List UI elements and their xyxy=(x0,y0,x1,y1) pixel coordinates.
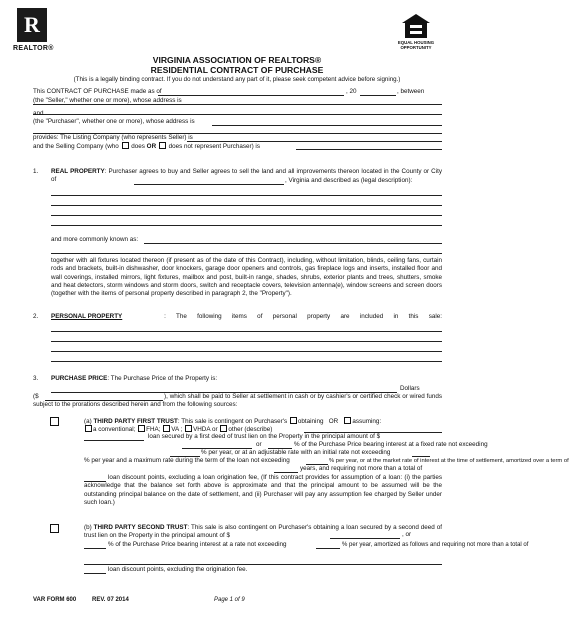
second-trust-principal-field[interactable] xyxy=(330,538,400,539)
conventional-checkbox[interactable] xyxy=(85,425,92,432)
other-label: other (describe) xyxy=(228,426,273,433)
and-label: and xyxy=(33,110,44,117)
section-3-heading: PURCHASE PRICE xyxy=(51,375,108,382)
first-trust-body-5: % per year, or at the market rate of interest at the time of settlement, amortized over a term of xyxy=(329,458,569,464)
assuming-label: assuming: xyxy=(352,418,382,425)
first-trust-body-1: loan secured by a first deed of trust lien on the Property in the principal amount of $ xyxy=(148,433,381,440)
county-city-field[interactable] xyxy=(134,184,284,185)
assuming-checkbox[interactable] xyxy=(344,417,351,424)
first-trust-label: (a) xyxy=(84,418,92,425)
seller-address-field[interactable] xyxy=(200,104,442,105)
does-checkbox[interactable] xyxy=(122,142,129,149)
va-label: VA ; xyxy=(171,426,183,433)
section-3-payment-text: ), which shall be paid to Seller at settlement in cash or by cashier's or certified check or wired funds subject to the prorations described herein and from the following sources: xyxy=(33,393,442,409)
does-not-checkbox[interactable] xyxy=(159,142,166,149)
vhda-checkbox[interactable] xyxy=(185,425,192,432)
legal-description-line-1[interactable] xyxy=(51,195,442,196)
term-years-field[interactable] xyxy=(274,472,298,473)
second-trust-body-3: % per year, amortized as follows and requiring not more than a total of xyxy=(342,542,529,548)
equal-housing-house-icon xyxy=(401,13,431,39)
first-trust-body-2: % of the Purchase Price bearing interest at a fixed rate not exceeding xyxy=(294,441,488,448)
legal-description-line-4[interactable] xyxy=(51,225,442,226)
section-1-intro: : Purchaser agrees to buy and Seller agrees to sell the land and all improvements thereon located in the County or City of xyxy=(51,168,443,184)
section-3-intro xyxy=(51,375,217,383)
second-trust-amortization-field[interactable] xyxy=(84,564,442,565)
other-checkbox[interactable] xyxy=(220,425,227,432)
first-trust-heading: THIRD PARTY FIRST TRUST xyxy=(93,418,178,425)
second-trust-or: , or xyxy=(402,531,412,538)
first-trust-checkbox[interactable] xyxy=(50,417,59,426)
known-as-field-2[interactable] xyxy=(51,253,442,254)
purchaser-address-label: (the "Purchaser", whether one or more), whose address is xyxy=(33,118,195,125)
listing-company-label: provides: The Listing Company (who represents Seller) is xyxy=(33,134,193,141)
realtor-wordmark: REALTOR® xyxy=(13,45,54,52)
fixtures-paragraph: together with all fixtures located thereon (if present as of the date of this Contract), including, without limitation, blinds, ceiling fans, curtain rods and brackets, built-in dishwasher, door knockers, garage door openers and controls, gas fireplace logs and inserts, installed floor and wall coverings, installed mirrors, light fixtures, mailbox and post, built-in range, shades, shrubs, exterior plants and trees, shutters, smoke and heat detectors, storm windows and storm doors, switch and receptacle covers, television antenna(e), window screens and screen doors (together with the items of personal property described in paragraph 2, the "Property"). xyxy=(51,257,442,298)
first-trust-body-3: % per year, or at an adjustable rate with an initial rate not exceeding xyxy=(201,449,391,456)
section-1-number: 1. xyxy=(33,168,39,175)
second-trust-points-field[interactable] xyxy=(84,573,106,574)
section-2-intro: : The following items of personal property are included in this sale: xyxy=(164,313,442,320)
or-assuming-or: OR xyxy=(328,418,339,425)
first-trust-or: or xyxy=(256,441,262,448)
form-title-line2: RESIDENTIAL CONTRACT OF PURCHASE xyxy=(150,65,324,75)
section-2-heading: PERSONAL PROPERTY xyxy=(51,313,123,320)
first-trust-body-7: loan discount points, excluding a loan origination fee, (If this contract provides for assumption of a loan: (i) the parties acknowledge that the balance set forth above is approximate and that the principal amount to be assumed will be the outstanding principal balance on the date of settlement, and (ii) Purchaser will pay any assumption fee charged by Seller under such loan.) xyxy=(84,474,442,506)
equal-housing-logo xyxy=(388,13,444,50)
legal-description-line-3[interactable] xyxy=(51,215,442,216)
selling-company-row xyxy=(33,142,260,151)
form-subtitle: (This is a legally binding contract. If you do not understand any part of it, please seek competent advice before signing.) xyxy=(73,76,401,83)
contract-date-label: This CONTRACT OF PURCHASE made as of xyxy=(33,88,162,95)
personal-property-line-1[interactable] xyxy=(51,331,442,332)
vhda-label: VHDA or xyxy=(193,426,218,433)
selling-company-prefix: and the Selling Company (who xyxy=(33,143,119,150)
first-trust-intro: : This sale is contingent on Purchaser's xyxy=(177,418,288,425)
personal-property-line-2[interactable] xyxy=(51,341,442,342)
legal-description-line-2[interactable] xyxy=(51,205,442,206)
seller-address-field-2[interactable] xyxy=(33,114,442,115)
second-trust-heading: THIRD PARTY SECOND TRUST xyxy=(93,524,188,531)
conventional-label: a conventional; xyxy=(93,426,136,433)
realtor-mark-icon xyxy=(17,8,47,42)
year-prefix: , 20 xyxy=(346,88,357,95)
contract-date-field[interactable] xyxy=(158,95,344,96)
obtaining-checkbox[interactable] xyxy=(290,417,297,424)
or-label: OR xyxy=(146,143,157,150)
second-trust-label: (b) xyxy=(84,524,92,531)
realtor-mark-letter: R xyxy=(24,12,40,37)
section-2-number: 2. xyxy=(33,313,39,320)
section-1-heading: REAL PROPERTY xyxy=(51,168,105,175)
seller-address-label: (the "Seller," whether one or more), whose address is xyxy=(33,97,182,104)
personal-property-line-3[interactable] xyxy=(51,351,442,352)
dollars-label: Dollars xyxy=(400,385,420,392)
second-trust-body-1: : This sale is also contingent on Purchaser's obtaining a loan secured by a second deed of trust lien on the Property in the principal amount of $ xyxy=(84,524,442,540)
form-revision: REV. 07 2014 xyxy=(92,597,129,603)
known-as-label: and more commonly known as: xyxy=(51,236,139,243)
does-label: does xyxy=(131,143,145,150)
obtaining-label: obtaining xyxy=(297,418,324,425)
does-not-label: does not represent Purchaser) is xyxy=(168,143,260,150)
personal-property-line-4[interactable] xyxy=(51,361,442,362)
section-3-number: 3. xyxy=(33,375,39,382)
realtor-logo xyxy=(13,8,57,52)
second-trust-body-2: % of the Purchase Price bearing interest at a rate not exceeding xyxy=(108,541,287,548)
first-trust-body-6: years, and requiring not more than a total of xyxy=(300,465,423,472)
second-trust-checkbox[interactable] xyxy=(50,524,59,533)
form-title-line1: VIRGINIA ASSOCIATION OF REALTORS® xyxy=(152,55,322,65)
section-3-text: : The Purchase Price of the Property is: xyxy=(107,375,218,382)
between-label: , between xyxy=(397,88,425,95)
va-checkbox[interactable] xyxy=(163,425,170,432)
fha-checkbox[interactable] xyxy=(138,425,145,432)
dollar-paren: ($ xyxy=(33,393,39,400)
form-id: VAR FORM 600 xyxy=(33,597,77,603)
legal-description-label: , Virginia and described as (legal description): xyxy=(285,177,413,184)
selling-company-field[interactable] xyxy=(296,149,442,150)
first-trust-body-4: % per year and a maximum rate during the term of the loan not exceeding xyxy=(84,457,290,464)
known-as-field[interactable] xyxy=(144,243,442,244)
second-trust-percent-field[interactable] xyxy=(84,548,106,549)
page-number: Page 1 of 9 xyxy=(214,597,245,603)
purchaser-address-field[interactable] xyxy=(212,125,442,126)
second-trust-rate-field[interactable] xyxy=(316,548,340,549)
second-trust-body-4: loan discount points, excluding the origination fee. xyxy=(108,566,248,573)
equal-housing-text: EQUAL HOUSING OPPORTUNITY xyxy=(397,40,435,50)
section-2-text xyxy=(51,313,442,321)
fha-label: FHA; xyxy=(146,426,161,433)
contract-year-field[interactable] xyxy=(360,95,396,96)
